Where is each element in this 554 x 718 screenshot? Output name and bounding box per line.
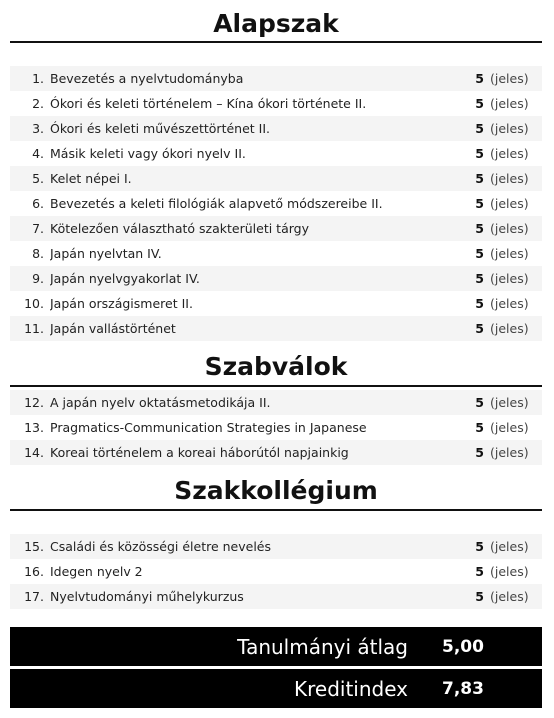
course-row xyxy=(10,440,542,465)
section-divider xyxy=(10,41,542,43)
credit-index-bar xyxy=(10,669,542,708)
course-row xyxy=(10,415,542,440)
course-grade-text: (jeles) xyxy=(490,271,529,286)
course-table-szabvalok xyxy=(10,390,542,465)
course-number: 10. xyxy=(24,296,44,311)
course-grade: 5 xyxy=(475,321,484,336)
course-number: 1. xyxy=(32,71,44,86)
course-grade-text: (jeles) xyxy=(490,71,529,86)
average-label: Tanulmányi átlag xyxy=(237,634,408,659)
course-number: 2. xyxy=(32,96,44,111)
course-grade-text: (jeles) xyxy=(490,246,529,261)
course-name: Japán vallástörténet xyxy=(50,321,176,336)
course-row xyxy=(10,216,542,241)
section-title-alapszak: Alapszak xyxy=(213,9,339,38)
course-name: Családi és közösségi életre nevelés xyxy=(50,539,271,554)
section-divider xyxy=(10,385,542,387)
course-grade: 5 xyxy=(475,121,484,136)
credit-index-value: 7,83 xyxy=(442,678,484,699)
course-name: Idegen nyelv 2 xyxy=(50,564,143,579)
course-row xyxy=(10,191,542,216)
course-grade: 5 xyxy=(475,420,484,435)
course-name: Kötelezően választható szakterületi tárgy xyxy=(50,221,309,236)
course-name: Nyelvtudományi műhelykurzus xyxy=(50,589,244,604)
course-grade: 5 xyxy=(475,271,484,286)
course-grade-text: (jeles) xyxy=(490,589,529,604)
course-grade-text: (jeles) xyxy=(490,296,529,311)
course-grade-text: (jeles) xyxy=(490,395,529,410)
course-grade: 5 xyxy=(475,171,484,186)
course-grade-text: (jeles) xyxy=(490,564,529,579)
course-row xyxy=(10,116,542,141)
course-number: 15. xyxy=(24,539,44,554)
course-name: Kelet népei I. xyxy=(50,171,132,186)
course-grade: 5 xyxy=(475,564,484,579)
course-row xyxy=(10,141,542,166)
section-title-szakkollegium: Szakkollégium xyxy=(174,476,378,505)
course-name: Ókori és keleti történelem – Kína ókori története II. xyxy=(50,96,367,111)
course-row xyxy=(10,66,542,91)
course-grade: 5 xyxy=(475,296,484,311)
course-grade: 5 xyxy=(475,221,484,236)
course-grade-text: (jeles) xyxy=(490,321,529,336)
course-grade: 5 xyxy=(475,395,484,410)
course-grade-text: (jeles) xyxy=(490,171,529,186)
course-grade-text: (jeles) xyxy=(490,420,529,435)
course-grade: 5 xyxy=(475,445,484,460)
course-row xyxy=(10,390,542,415)
course-row xyxy=(10,291,542,316)
course-grade: 5 xyxy=(475,589,484,604)
course-number: 13. xyxy=(24,420,44,435)
course-row xyxy=(10,534,542,559)
course-name: A japán nyelv oktatásmetodikája II. xyxy=(50,395,271,410)
course-name: Pragmatics-Communication Strategies in Japanese xyxy=(50,420,367,435)
course-name: Ókori és keleti művészettörténet II. xyxy=(50,121,271,136)
course-name: Koreai történelem a koreai háborútól napjainkig xyxy=(50,445,349,460)
course-number: 9. xyxy=(32,271,44,286)
course-row xyxy=(10,241,542,266)
course-number: 4. xyxy=(32,146,44,161)
course-grade: 5 xyxy=(475,196,484,211)
course-name: Japán országismeret II. xyxy=(50,296,193,311)
course-name: Másik keleti vagy ókori nyelv II. xyxy=(50,146,246,161)
course-number: 8. xyxy=(32,246,44,261)
course-grade-text: (jeles) xyxy=(490,146,529,161)
credit-index-label: Kreditindex xyxy=(293,676,408,701)
course-number: 14. xyxy=(24,445,44,460)
average-bar xyxy=(10,627,542,666)
course-number: 3. xyxy=(32,121,44,136)
course-grade-text: (jeles) xyxy=(490,96,529,111)
course-number: 16. xyxy=(24,564,44,579)
course-row xyxy=(10,266,542,291)
course-number: 5. xyxy=(32,171,44,186)
course-grade: 5 xyxy=(475,539,484,554)
course-grade-text: (jeles) xyxy=(490,221,529,236)
course-table-alapszak xyxy=(10,66,542,341)
course-name: Japán nyelvtan IV. xyxy=(50,246,162,261)
section-divider xyxy=(10,509,542,511)
course-row xyxy=(10,166,542,191)
section-title-szabvalok: Szabválok xyxy=(204,352,348,381)
average-value: 5,00 xyxy=(442,636,484,657)
course-grade-text: (jeles) xyxy=(490,121,529,136)
course-name: Bevezetés a nyelvtudományba xyxy=(50,71,244,86)
course-number: 6. xyxy=(32,196,44,211)
course-grade-text: (jeles) xyxy=(490,445,529,460)
course-grade: 5 xyxy=(475,71,484,86)
course-name: Bevezetés a keleti filológiák alapvető módszereibe II. xyxy=(50,196,383,211)
course-row xyxy=(10,559,542,584)
course-grade: 5 xyxy=(475,146,484,161)
course-table-szakkollegium xyxy=(10,534,542,609)
course-grade: 5 xyxy=(475,246,484,261)
course-number: 7. xyxy=(32,221,44,236)
course-grade-text: (jeles) xyxy=(490,196,529,211)
course-row xyxy=(10,91,542,116)
course-row xyxy=(10,584,542,609)
course-row xyxy=(10,316,542,341)
course-number: 12. xyxy=(24,395,44,410)
course-grade: 5 xyxy=(475,96,484,111)
course-name: Japán nyelvgyakorlat IV. xyxy=(50,271,200,286)
course-number: 11. xyxy=(24,321,44,336)
course-number: 17. xyxy=(24,589,44,604)
course-grade-text: (jeles) xyxy=(490,539,529,554)
